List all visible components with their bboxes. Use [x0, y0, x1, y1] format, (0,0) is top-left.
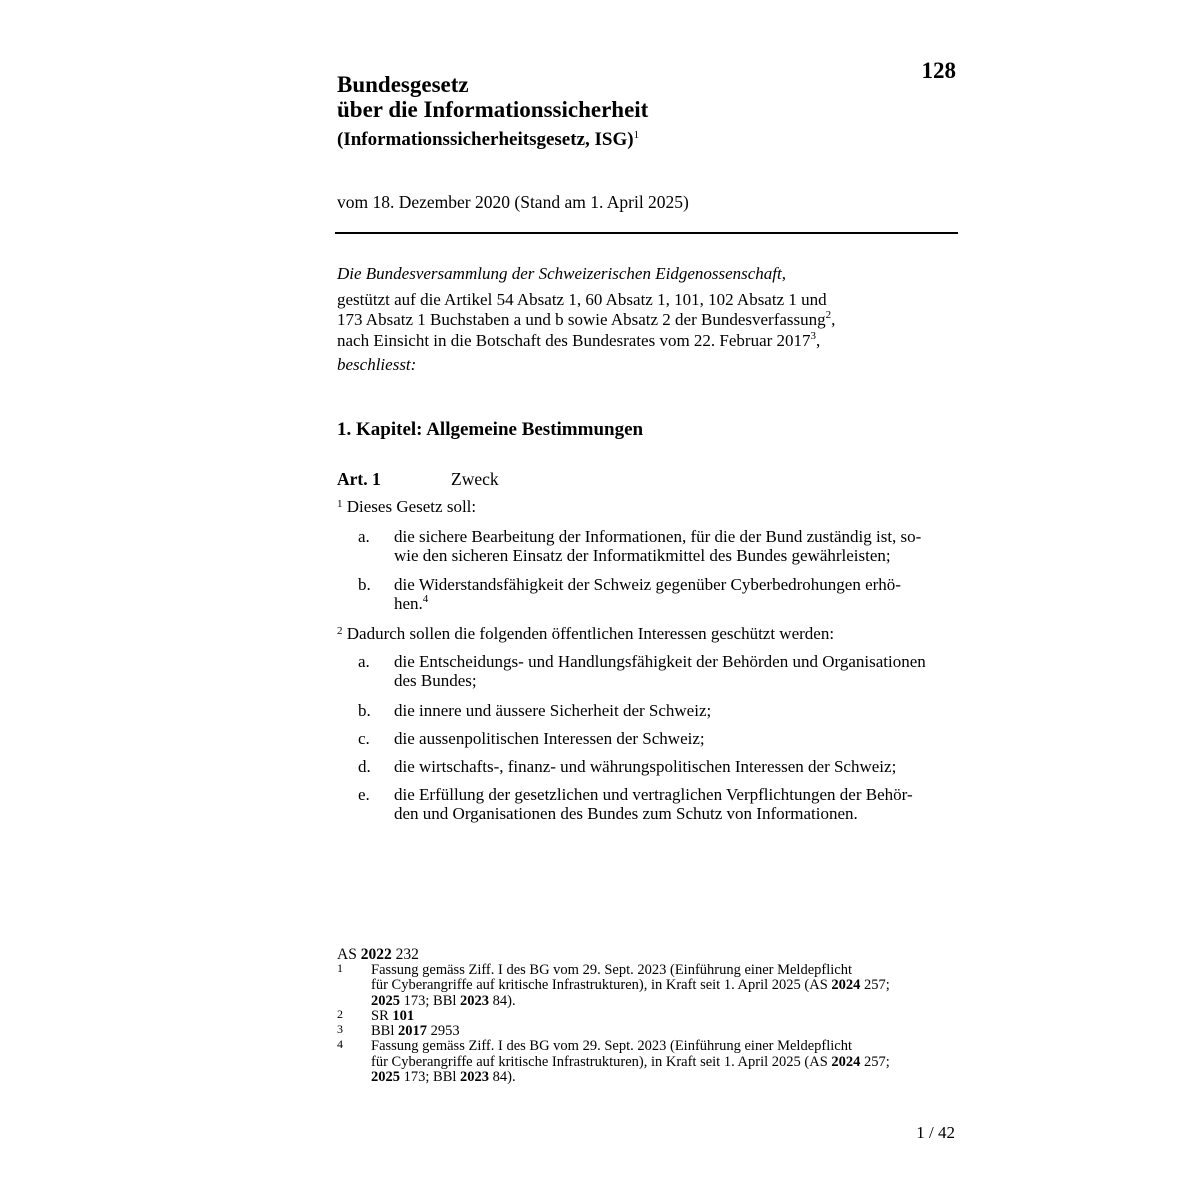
list-item-line-2: den und Organisationen des Bundes zum Schutz von Informationen. — [394, 804, 858, 823]
list-item-line-1: die Widerstandsfähigkeit der Schweiz gegenüber Cyberbedrohungen erhö- — [394, 575, 901, 594]
header-divider — [335, 232, 958, 234]
list-item-label: c. — [358, 729, 370, 748]
paragraph-2-text: Dadurch sollen die folgenden öffentlichen Interessen geschützt werden: — [346, 624, 835, 643]
as-page: 232 — [395, 946, 419, 963]
footnote-line-3-end: 84). — [492, 1069, 516, 1086]
footnote-line-3 — [371, 994, 951, 1009]
footnote-text — [371, 1009, 951, 1024]
footnote-year: 2023 — [460, 992, 490, 1009]
footnote-line-2-text: für Cyberangriffe auf kritische Infrastrukturen), in Kraft seit 1. April 2025 (AS — [371, 977, 828, 994]
list-item-text: die aussenpolitischen Interessen der Schweiz; — [394, 729, 705, 748]
footnote-ref-3[interactable]: 3 — [810, 329, 817, 342]
list-item-label: d. — [358, 757, 371, 776]
paragraph-1-text: Dieses Gesetz soll: — [346, 497, 477, 516]
page-number: 1 / 42 — [916, 1123, 955, 1142]
list-item-line-1: die sichere Bearbeitung der Informationen, für die der Bund zuständig ist, so- — [394, 527, 922, 546]
list-item-text — [394, 785, 955, 823]
footnote-line-3-text: 173; BBl — [403, 992, 457, 1009]
preamble-line-2 — [337, 310, 957, 331]
footnote-number: 1 — [337, 961, 343, 975]
footnote-year: 2025 — [371, 1069, 400, 1086]
footnote-line-1: Fassung gemäss Ziff. I des BG vom 29. Sept. 2023 (Einführung einer Meldepflicht — [371, 962, 852, 978]
footnotes — [337, 946, 957, 1085]
list-item-text: die innere und äussere Sicherheit der Schweiz; — [394, 701, 712, 720]
footnote-text — [371, 1039, 951, 1085]
list-item-line-1: die Entscheidungs- und Handlungsfähigkeit der Behörden und Organisationen — [394, 652, 926, 671]
list-item-text: die wirtschafts-, finanz- und währungspolitischen Interessen der Schweiz; — [394, 757, 897, 776]
footnote-1 — [337, 963, 957, 1009]
footnote-line-3 — [371, 1070, 951, 1085]
footnote-3 — [337, 1024, 957, 1039]
footnote-prefix: BBl — [371, 1023, 395, 1040]
article-title: Zweck — [451, 469, 499, 489]
footnote-line-2 — [371, 1055, 951, 1070]
footnote-year: 2024 — [831, 977, 861, 994]
footnote-line-2-end: 257; — [864, 1053, 890, 1070]
paragraph-1 — [337, 497, 476, 517]
footnote-line-3-text: 173; BBl — [403, 1069, 457, 1086]
list-item-label: b. — [358, 575, 371, 594]
paragraph-1-number: 1 — [337, 498, 343, 510]
footnote-line-1: Fassung gemäss Ziff. I des BG vom 29. Sept. 2023 (Einführung einer Meldepflicht — [371, 1038, 852, 1055]
document-subtitle — [337, 128, 639, 152]
footnote-line-2-text: für Cyberangriffe auf kritische Infrastrukturen), in Kraft seit 1. April 2025 (AS — [371, 1053, 828, 1070]
paragraph-2 — [337, 624, 834, 644]
chapter-heading: 1. Kapitel: Allgemeine Bestimmungen — [337, 419, 644, 440]
preamble-line-2-text: 173 Absatz 1 Buchstaben a und b sowie Absatz 2 der Bundesverfassung — [337, 310, 826, 329]
preamble-closing: beschliesst: — [337, 355, 417, 374]
document-title — [337, 72, 648, 122]
preamble-line-3 — [337, 331, 957, 352]
footnote-year: 2023 — [460, 1069, 490, 1086]
list-item-line-2: des Bundes; — [394, 671, 477, 690]
list-item-line-1: die Erfüllung der gesetzlichen und vertraglichen Verpflichtungen der Behör- — [394, 785, 913, 804]
sr-number: 128 — [921, 58, 956, 83]
date-line: vom 18. Dezember 2020 (Stand am 1. April 2025) — [337, 192, 689, 212]
subtitle-text: (Informationssicherheitsgesetz, ISG) — [337, 129, 634, 150]
list-item-line-2-text: hen. — [394, 594, 423, 613]
footnote-number: 2 — [337, 1006, 343, 1021]
footnote-prefix: SR — [371, 1007, 389, 1024]
footnote-year: 2024 — [831, 1053, 861, 1070]
preamble-line-3-end: , — [816, 330, 821, 350]
official-collection-ref — [337, 946, 957, 963]
footnote-line-3-end: 84). — [492, 992, 516, 1009]
paragraph-2-number: 2 — [337, 625, 343, 637]
footnote-2 — [337, 1006, 957, 1024]
footnote-line-2 — [371, 978, 951, 993]
title-line-1: Bundesgesetz — [337, 72, 469, 97]
list-item-text — [394, 527, 955, 565]
list-item-label: a. — [358, 652, 370, 671]
as-prefix: AS — [337, 946, 357, 963]
list-item-line-2: wie den sicheren Einsatz der Informatikmittel des Bundes gewährleisten; — [394, 546, 891, 565]
list-item-text — [394, 652, 955, 690]
list-item-label: e. — [358, 785, 370, 804]
footnote-ref-1[interactable]: 1 — [633, 129, 640, 141]
title-line-2: über die Informationssicherheit — [337, 97, 649, 122]
footnote-number: 3 — [337, 1022, 343, 1037]
footnote-number: 4 — [337, 1037, 343, 1052]
footnote-4 — [337, 1039, 957, 1085]
list-item-label: b. — [358, 701, 371, 720]
preamble-intro: Die Bundesversammlung der Schweizerischen Eidgenossenschaft, — [337, 264, 786, 283]
list-item-label: a. — [358, 527, 370, 546]
footnote-bold: 101 — [392, 1007, 415, 1024]
footnote-ref-4[interactable]: 4 — [422, 593, 429, 605]
footnote-bold: 2017 — [398, 1023, 427, 1040]
footnote-text — [371, 1024, 951, 1039]
article-number: Art. 1 — [337, 469, 381, 489]
preamble-line-1: gestützt auf die Artikel 54 Absatz 1, 60 Absatz 1, 101, 102 Absatz 1 und — [337, 289, 827, 309]
preamble-line-3-text: nach Einsicht in die Botschaft des Bundesrates vom 22. Februar 2017 — [337, 330, 811, 350]
preamble — [337, 264, 957, 376]
list-item-line-2 — [394, 594, 955, 613]
footnote-text — [371, 963, 951, 1009]
footnote-year: 2025 — [371, 992, 400, 1009]
preamble-line-2-end: , — [831, 310, 836, 329]
as-year: 2022 — [360, 946, 392, 963]
list-item-text — [394, 575, 955, 613]
footnote-ref-2[interactable]: 2 — [825, 309, 832, 321]
footnote-line-2-end: 257; — [864, 977, 890, 994]
footnote-suffix: 2953 — [430, 1023, 460, 1040]
